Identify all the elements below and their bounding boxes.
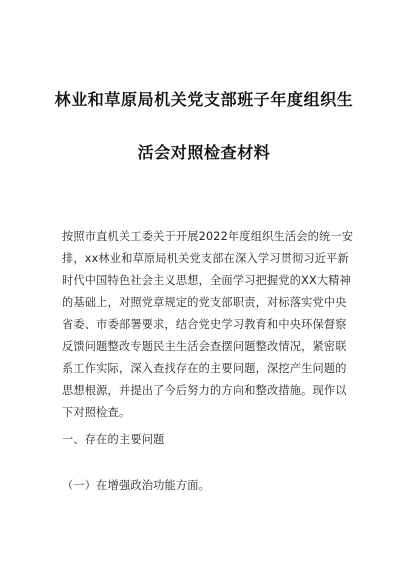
intro-paragraph-line: 反馈问题整改专题民主生活会查摆问题整改情况，紧密联 <box>62 340 347 353</box>
document-title-line-2: 活会对照检查材料 <box>137 143 271 162</box>
intro-paragraph <box>62 226 354 424</box>
intro-paragraph-line: 下对照检查。 <box>62 406 131 419</box>
intro-paragraph-line: 按照市直机关工委关于开展2022年度组织生活会的统一安 <box>62 230 354 243</box>
intro-paragraph-line: 的基础上，对照党章规定的党支部职责，对标落实党中央 <box>62 296 347 309</box>
document-title-line-1: 林业和草原局机关党支部班子年度组织生 <box>54 90 354 109</box>
intro-paragraph-line: 时代中国特色社会主义思想，全面学习把握党的XX大精神 <box>62 274 352 287</box>
intro-paragraph-line: 思想根源，并提出了今后努力的方向和整改措施。现作以 <box>62 384 347 397</box>
section-heading-main-problems: 一、存在的主要问题 <box>62 433 165 446</box>
subsection-heading-political-function: （一）在增强政治功能方面。 <box>62 479 211 492</box>
intro-paragraph-line: 排，xx林业和草原局机关党支部在深入学习贯彻习近平新 <box>62 252 349 265</box>
intro-paragraph-line: 省委、市委部署要求，结合党史学习教育和中央环保督察 <box>62 318 347 331</box>
intro-paragraph-line: 系工作实际，深入查找存在的主要问题，深挖产生问题的 <box>62 362 347 375</box>
